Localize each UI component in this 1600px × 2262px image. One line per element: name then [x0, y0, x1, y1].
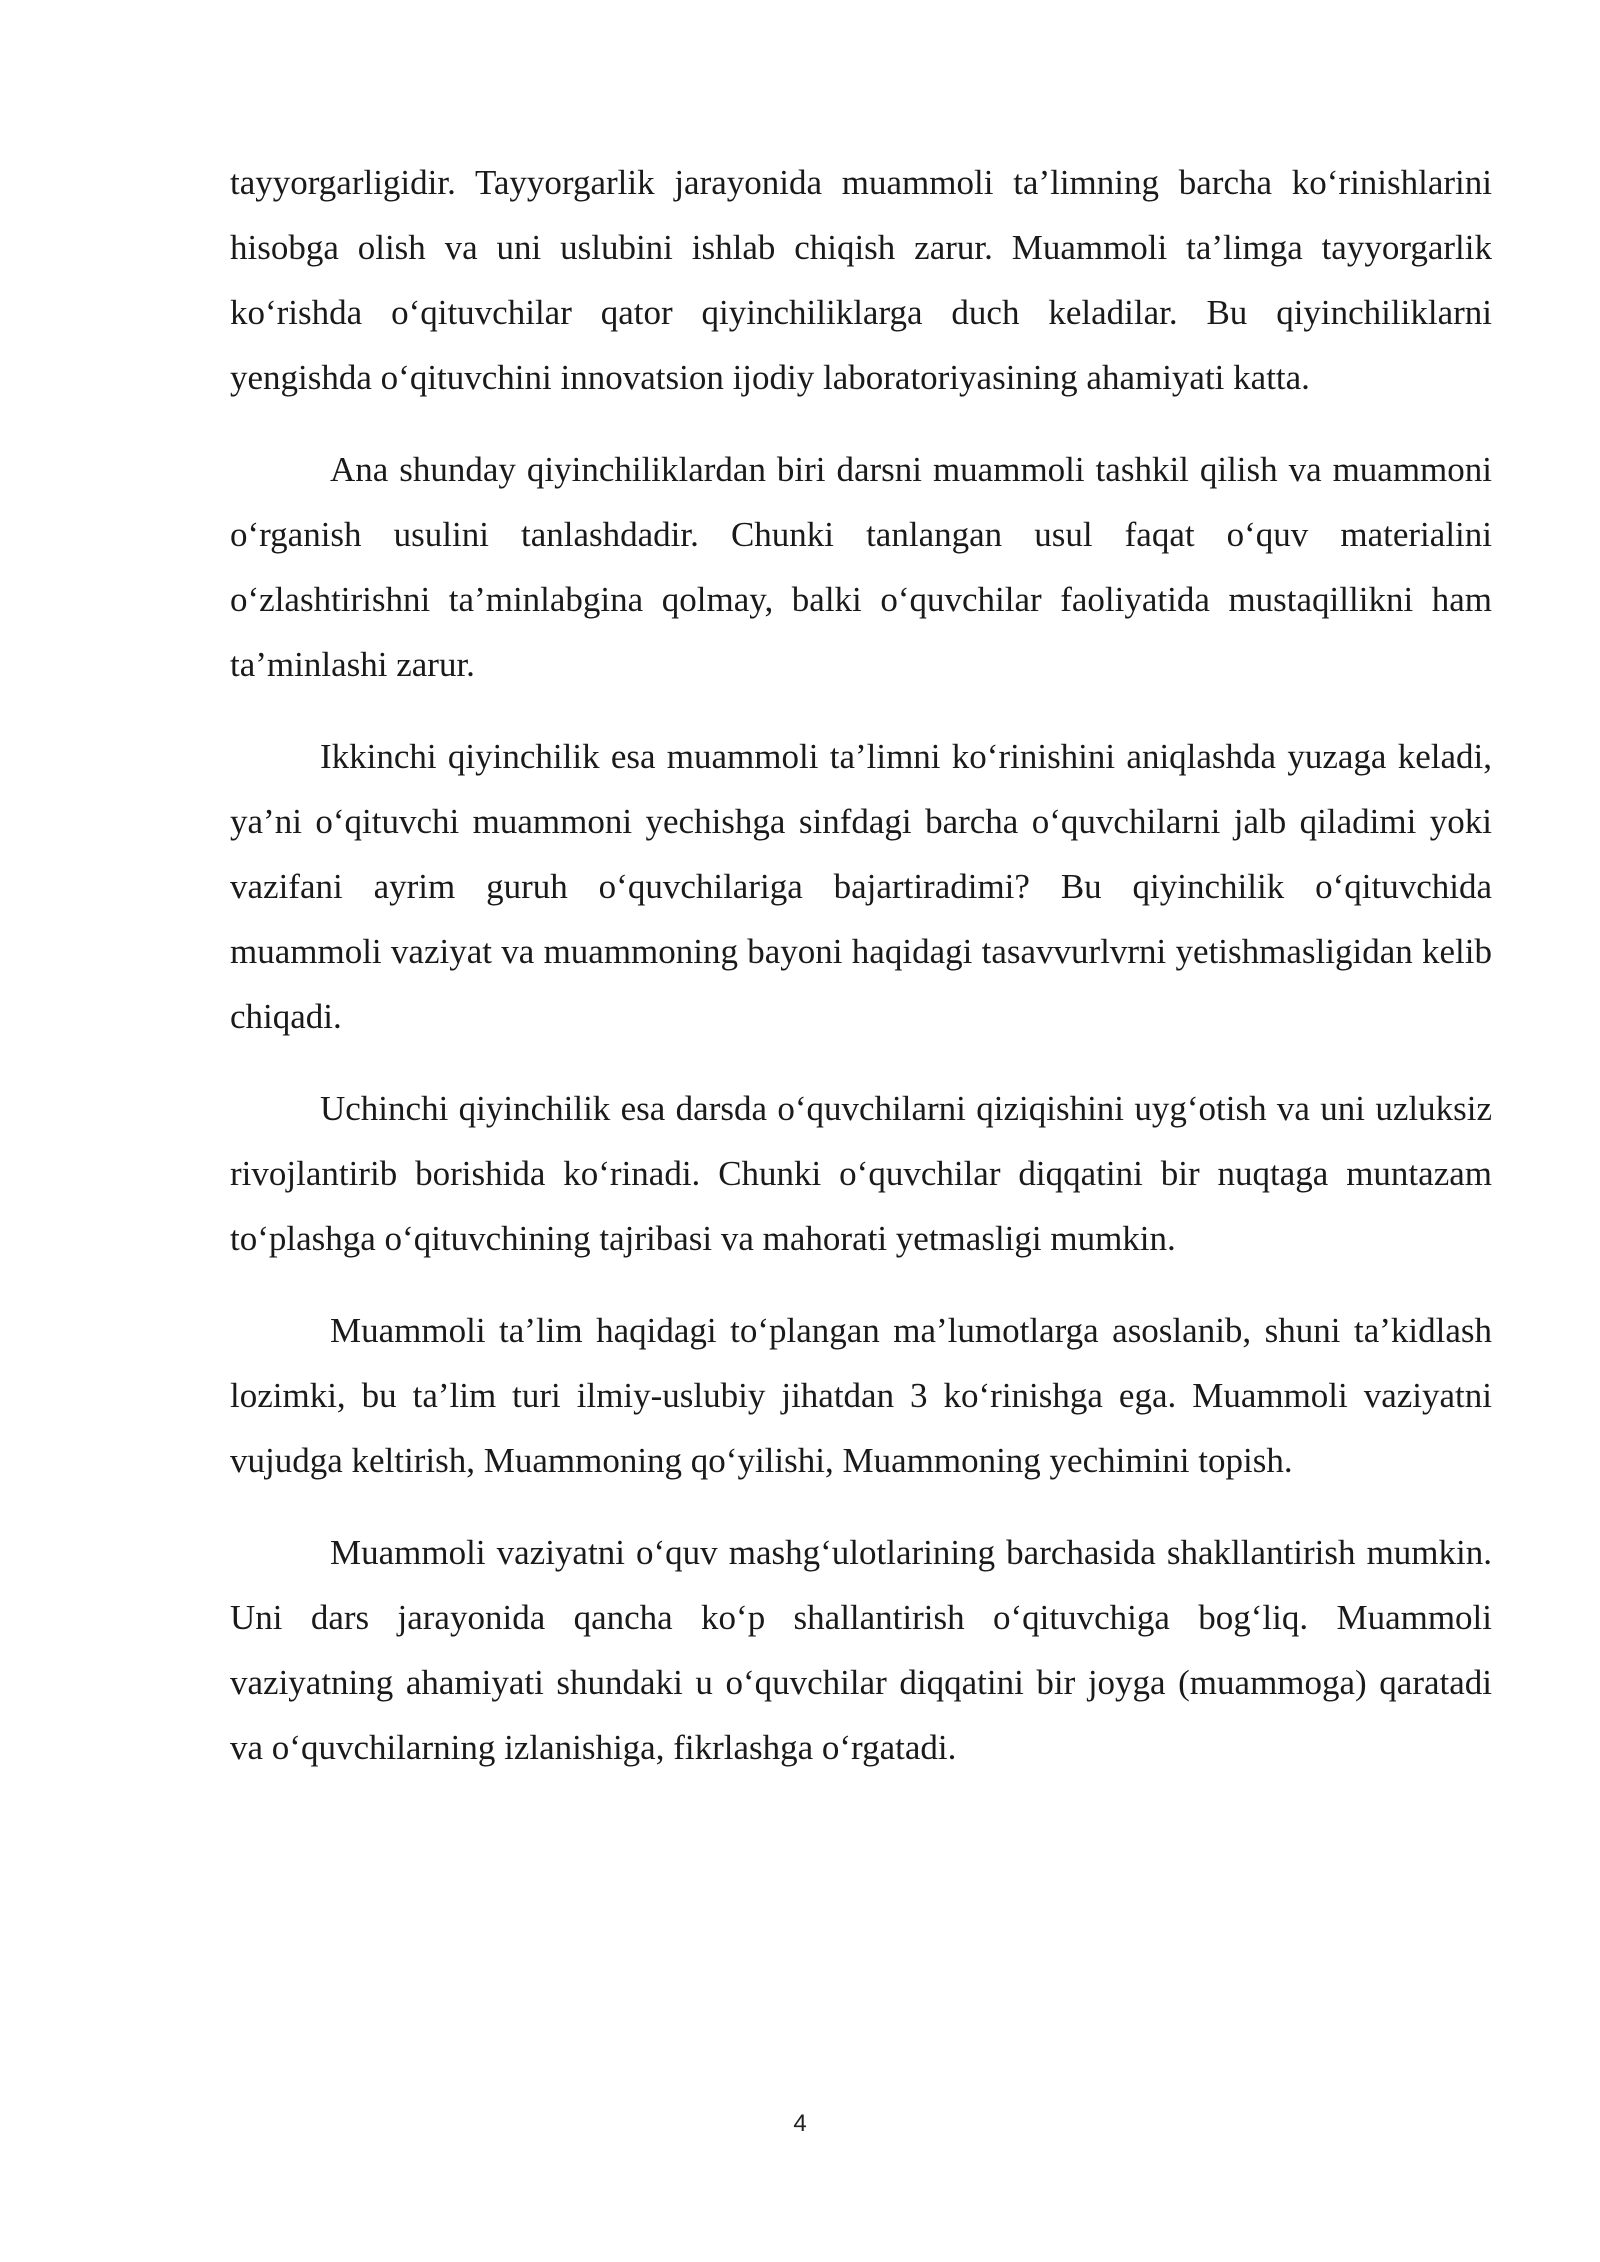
body-text [230, 150, 1492, 1807]
paragraph-4: Uchinchi qiyinchilik esa darsda o‘quvchilarni qiziqishini uyg‘otish va uni uzluksiz rivojlantirib borishida ko‘rinadi. Chunki o‘quvchilar diqqatini bir nuqtaga muntazam to‘plashga o‘qituvchining tajribasi va mahorati yetmasligi mumkin. [230, 1089, 1492, 1258]
paragraph-1: tayyorgarligidir. Tayyorgarlik jarayonida muammoli ta’limning barcha ko‘rinishlarini hisobga olish va uni uslubini ishlab chiqish zarur. Muammoli ta’limga tayyorgarlik ko‘rishda o‘qituvchilar qator qiyinchiliklarga duch keladilar. Bu qiyinchiliklarni yengishda o‘qituvchini innovatsion ijodiy laboratoriyasining ahamiyati katta. [230, 163, 1492, 397]
paragraph-2: Ana shunday qiyinchiliklardan biri darsni muammoli tashkil qilish va muammoni o‘rganish usulini tanlashdadir. Chunki tanlangan usul faqat o‘quv materialini o‘zlashtirishni ta’minlabgina qolmay, balki o‘quvchilar faoliyatida mustaqillikni ham ta’minlashi zarur. [230, 450, 1492, 684]
paragraph-6: Muammoli vaziyatni o‘quv mashg‘ulotlarining barchasida shakllantirish mumkin. Uni dars jarayonida qancha ko‘p shallantirish o‘qituvchiga bog‘liq. Muammoli vaziyatning ahamiyati shundaki u o‘quvchilar diqqatini bir joyga (muammoga) qaratadi va o‘quvchilarning izlanishiga, fikrlashga o‘rgatadi. [230, 1533, 1492, 1767]
paragraph-3: Ikkinchi qiyinchilik esa muammoli ta’limni ko‘rinishini aniqlashda yuzaga keladi, ya’ni o‘qituvchi muammoni yechishga sinfdagi barcha o‘quvchilarni jalb qiladimi yoki vazifani ayrim guruh o‘quvchilariga bajartiradimi? Bu qiyinchilik o‘qituvchida muammoli vaziyat va muammoning bayoni haqidagi tasavvurlvrni yetishmasligidan kelib chiqadi. [230, 737, 1492, 1036]
paragraph-5: Muammoli ta’lim haqidagi to‘plangan ma’lumotlarga asoslanib, shuni ta’kidlash lozimki, bu ta’lim turi ilmiy-uslubiy jihatdan 3 ko‘rinishga ega. Muammoli vaziyatni vujudga keltirish, Muammoning qo‘yilishi, Muammoning yechimini topish. [230, 1311, 1492, 1480]
page-number: 4 [793, 2110, 807, 2137]
